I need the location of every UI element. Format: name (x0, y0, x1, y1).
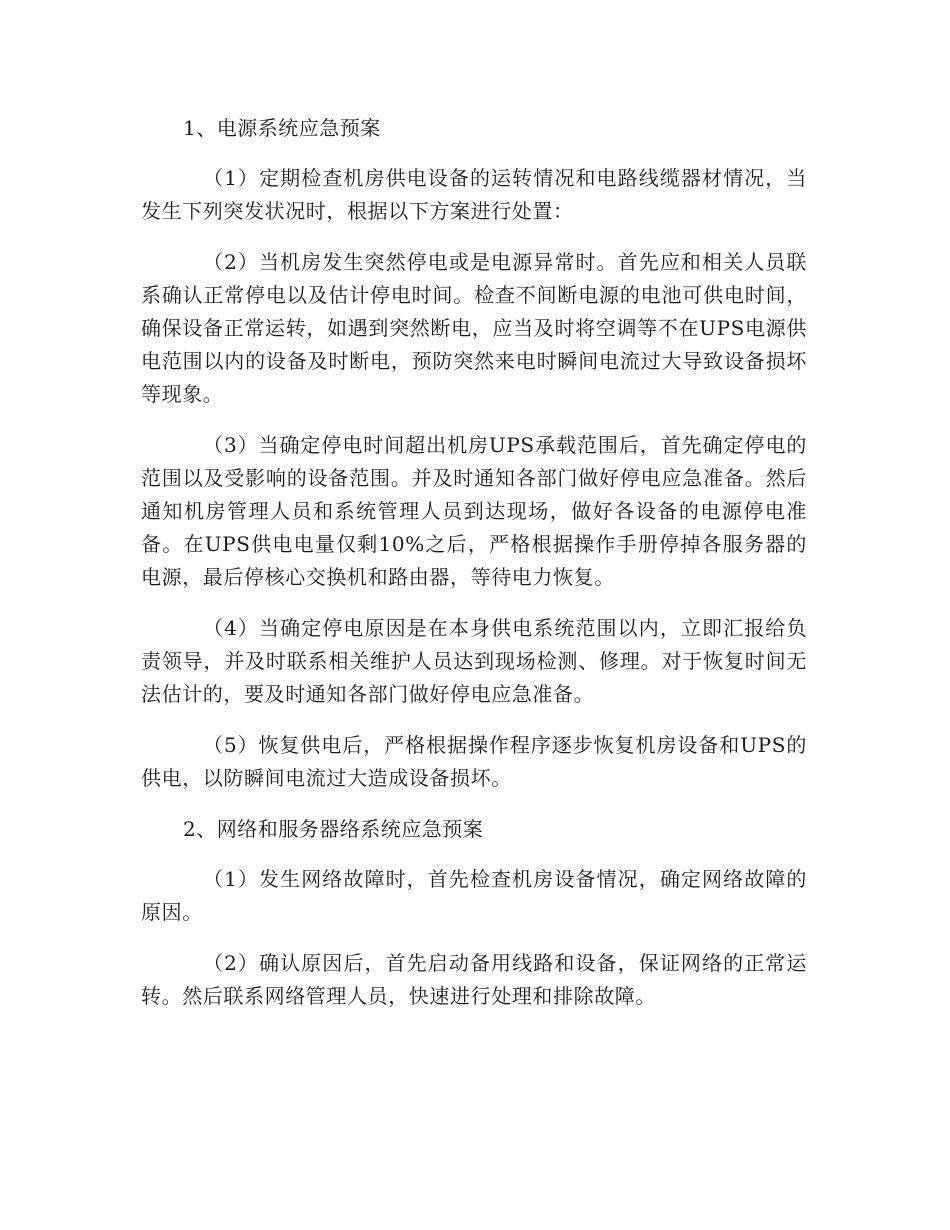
spacer (141, 711, 807, 729)
spacer (141, 228, 807, 246)
paragraph-power-5: （5）恢复供电后，严格根据操作程序逐步恢复机房设备和UPS的供电，以防瞬间电流过大造成设备损坏。 (141, 733, 807, 790)
spacer (141, 594, 807, 612)
section-heading-network: 2、网络和服务器络系统应急预案 (183, 817, 484, 841)
paragraph-network-2: （2）确认原因后，首先启动备用线路和设备，保证网络的正常运转。然后联系网络管理人员，快速进行处理和排除故障。 (141, 951, 807, 1008)
paragraph-network-1: （1）发生网络故障时，首先检查机房设备情况，确定网络故障的原因。 (141, 867, 807, 924)
spacer (141, 145, 807, 162)
spacer (141, 846, 807, 863)
paragraph-power-3: （3）当确定停电时间超出机房UPS承载范围后，首先确定停电的范围以及受影响的设备范围。并及时通知各部门做好停电应急准备。然后通知机房管理人员和系统管理人员到达现场，做好各设备的电源停电准备。在UPS供电电量仅剩10%之后，严格根据操作手册停掉各服务器的电源，最后停核心交换机和路由器，等待电力恢复。 (141, 433, 807, 589)
spacer (141, 929, 807, 947)
spacer (141, 411, 807, 429)
paragraph-power-1: （1）定期检查机房供电设备的运转情况和电路线缆器材情况，当发生下列突发状况时，根据以下方案进行处置： (141, 166, 807, 223)
paragraph-power-4: （4）当确定停电原因是在本身供电系统范围以内，立即汇报给负责领导，并及时联系相关维护人员达到现场检测、修理。对于恢复时间无法估计的，要及时通知各部门做好停电应急准备。 (141, 616, 807, 706)
spacer (141, 795, 807, 813)
document-body (141, 112, 807, 1013)
section-heading-power: 1、电源系统应急预案 (183, 116, 381, 140)
paragraph-power-2: （2）当机房发生突然停电或是电源异常时。首先应和相关人员联系确认正常停电以及估计停电时间。检查不间断电源的电池可供电时间，确保设备正常运转，如遇到突然断电，应当及时将空调等不在UPS电源供电范围以内的设备及时断电，预防突然来电时瞬间电流过大导致设备损坏等现象。 (141, 250, 807, 406)
